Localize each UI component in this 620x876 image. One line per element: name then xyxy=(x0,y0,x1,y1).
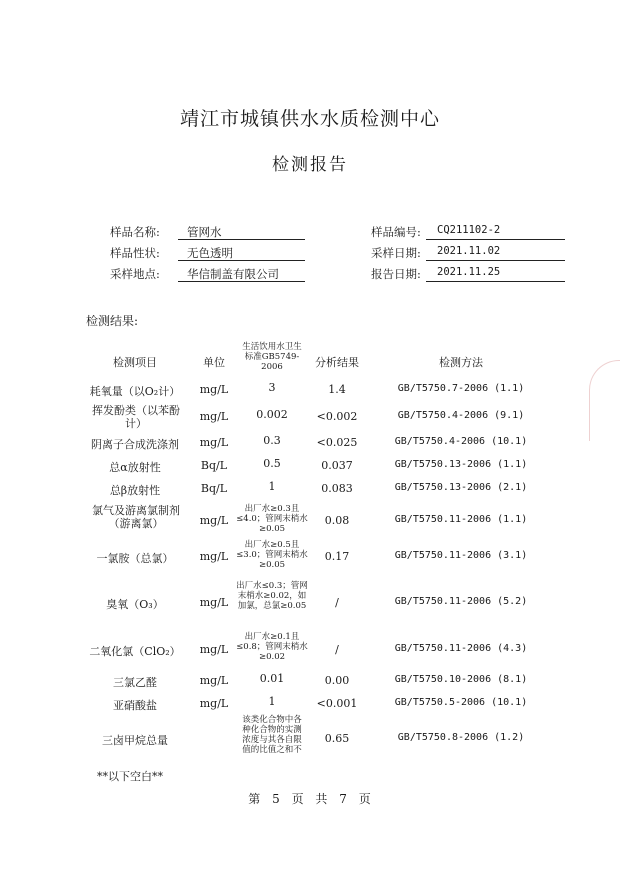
report-organization-title: 靖江市城镇供水水质检测中心 xyxy=(179,108,440,130)
row-standard: 0.3 xyxy=(263,434,281,447)
col-header-unit: 单位 xyxy=(203,356,225,369)
row-result: 0.037 xyxy=(321,459,353,472)
page-footer xyxy=(0,790,620,807)
sample-location-field xyxy=(110,264,305,282)
row-standard: 0.01 xyxy=(259,672,285,685)
sample-location-label: 采样地点: xyxy=(110,267,160,281)
row-standard: 1 xyxy=(268,480,276,493)
row-standard: 0.002 xyxy=(256,408,288,421)
row-unit: mg/L xyxy=(199,436,229,449)
row-result: 0.17 xyxy=(324,550,350,563)
row-standard: 出厂水≥0.5且≤3.0；管网末梢水≥0.05 xyxy=(236,540,308,570)
underline xyxy=(426,281,565,282)
col-header-method: 检测方法 xyxy=(439,356,483,369)
report-date-field xyxy=(371,264,565,282)
sample-id-label: 样品编号: xyxy=(371,225,421,239)
sample-date-field xyxy=(371,243,565,261)
row-unit: Bq/L xyxy=(200,459,228,472)
row-method: GB/T5750.4-2006 (9.1) xyxy=(397,410,525,421)
row-unit: mg/L xyxy=(199,383,229,396)
underline xyxy=(178,281,305,282)
sample-state-value: 无色透明 xyxy=(187,246,233,260)
row-item: 二氧化氯（ClO₂） xyxy=(89,645,181,658)
report-title: 检测报告 xyxy=(272,155,348,175)
row-unit: mg/L xyxy=(199,596,229,609)
col-header-result: 分析结果 xyxy=(315,356,359,369)
row-unit: mg/L xyxy=(199,697,229,710)
report-date-label: 报告日期: xyxy=(371,267,421,281)
row-standard: 0.5 xyxy=(263,457,281,470)
sample-date-label: 采样日期: xyxy=(371,246,421,260)
row-method: GB/T5750.11-2006 (3.1) xyxy=(394,550,528,561)
row-result: 1.4 xyxy=(328,383,346,396)
row-standard: 3 xyxy=(268,381,276,394)
sample-name-value: 管网水 xyxy=(187,225,222,239)
footer-gong: 共 xyxy=(315,792,329,806)
row-standard: 1 xyxy=(268,695,276,708)
row-method: GB/T5750.13-2006 (1.1) xyxy=(394,459,528,470)
row-method: GB/T5750.13-2006 (2.1) xyxy=(394,482,528,493)
col-header-standard: 生活饮用水卫生标准GB5749-2006 xyxy=(242,342,302,372)
row-result: 0.083 xyxy=(321,482,353,495)
col-header-item: 检测项目 xyxy=(113,356,157,369)
row-method: GB/T5750.7-2006 (1.1) xyxy=(397,383,525,394)
footer-ye: 页 xyxy=(291,792,305,806)
row-item: 耗氧量（以O₂计） xyxy=(89,385,181,398)
row-item: 挥发酚类（以苯酚计） xyxy=(92,404,180,430)
row-standard: 该类化合物中各种化合物的实测浓度与其各自限值的比值之和不 xyxy=(242,715,302,755)
row-standard: 出厂水≤0.3；管网末梢水≥0.02，如加氯，总氯≥0.05 xyxy=(236,581,308,611)
row-method: GB/T5750.11-2006 (4.3) xyxy=(394,643,528,654)
row-item: 三氯乙醛 xyxy=(113,676,157,689)
sample-name-label: 样品名称: xyxy=(110,225,160,239)
row-item: 总β放射性 xyxy=(109,484,161,497)
sample-id-value: CQ211102-2 xyxy=(437,224,501,236)
results-label: 检测结果: xyxy=(86,314,139,328)
row-unit: mg/L xyxy=(199,674,229,687)
footer-ye2: 页 xyxy=(358,792,372,806)
row-item: 一氯胺（总氯） xyxy=(96,552,174,565)
row-unit: mg/L xyxy=(199,410,229,423)
sample-state-label: 样品性状: xyxy=(110,246,160,260)
row-result: 0.65 xyxy=(324,732,350,745)
row-method: GB/T5750.8-2006 (1.2) xyxy=(397,732,525,743)
row-item: 总α放射性 xyxy=(109,461,161,474)
sample-date-value: 2021.11.02 xyxy=(437,245,501,257)
row-unit: mg/L xyxy=(199,550,229,563)
row-result: / xyxy=(335,643,339,656)
row-standard: 出厂水≥0.3且≤4.0；管网末梢水≥0.05 xyxy=(236,504,308,534)
row-unit: Bq/L xyxy=(200,482,228,495)
row-result: <0.001 xyxy=(316,697,358,710)
report-date-value: 2021.11.25 xyxy=(437,266,501,278)
row-item: 臭氧（O₃） xyxy=(106,598,164,611)
row-result: 0.00 xyxy=(324,674,350,687)
sample-location-value: 华信制盖有限公司 xyxy=(187,267,279,281)
row-result: 0.08 xyxy=(324,514,350,527)
row-item: 阴离子合成洗涤剂 xyxy=(91,438,179,451)
row-result: / xyxy=(335,596,339,609)
seal-edge-mark xyxy=(589,360,620,441)
row-unit: mg/L xyxy=(199,514,229,527)
row-standard: 出厂水≥0.1且≤0.8；管网末梢水≥0.02 xyxy=(236,632,308,662)
row-method: GB/T5750.11-2006 (5.2) xyxy=(394,596,528,607)
underline xyxy=(426,239,565,240)
page-total: 7 xyxy=(339,792,348,806)
row-result: <0.025 xyxy=(316,436,358,449)
underline xyxy=(178,260,305,261)
underline xyxy=(178,239,305,240)
row-method: GB/T5750.10-2006 (8.1) xyxy=(394,674,528,685)
row-item: 三卤甲烷总量 xyxy=(102,734,168,747)
row-item: 氯气及游离氯制剂（游离氯） xyxy=(92,504,180,530)
row-method: GB/T5750.4-2006 (10.1) xyxy=(394,436,528,447)
row-method: GB/T5750.5-2006 (10.1) xyxy=(394,697,528,708)
row-result: <0.002 xyxy=(316,410,358,423)
footer-di: 第 xyxy=(248,792,262,806)
sample-state-field xyxy=(110,243,305,261)
sample-name-field xyxy=(110,222,305,240)
underline xyxy=(426,260,565,261)
row-item: 亚硝酸盐 xyxy=(113,699,157,712)
sample-id-field xyxy=(371,222,565,240)
row-method: GB/T5750.11-2006 (1.1) xyxy=(394,514,528,525)
blank-below-note: **以下空白** xyxy=(97,770,163,783)
row-unit: mg/L xyxy=(199,643,229,656)
page-number: 5 xyxy=(272,792,281,806)
